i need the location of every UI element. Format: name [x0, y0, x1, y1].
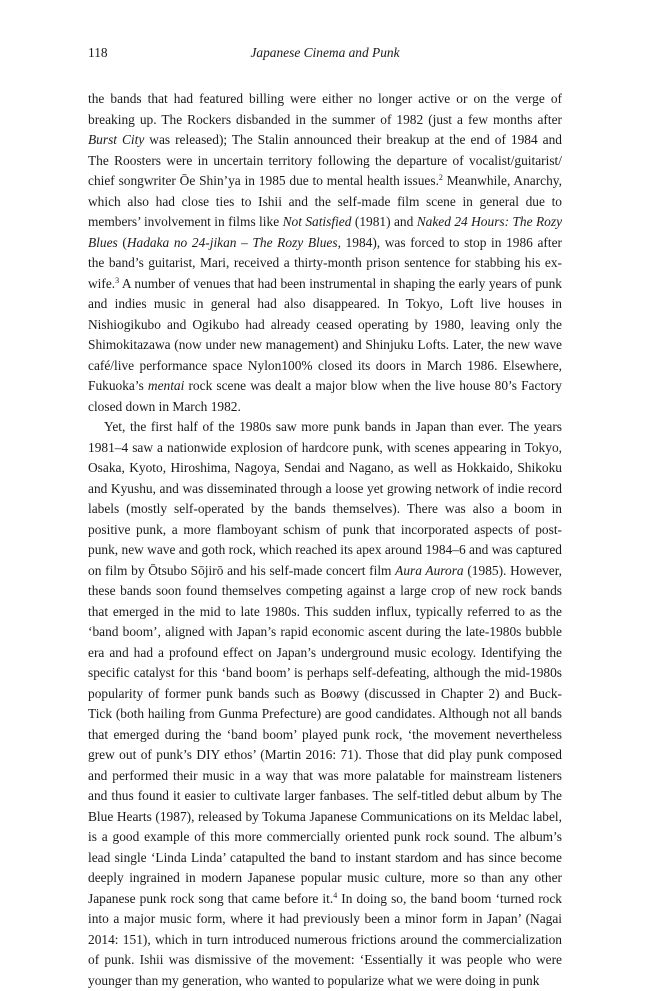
text-run: (1981) and — [351, 214, 417, 229]
text-run: A number of venues that had been instrumental in shaping the early years of punk and indies music in general had also disappeared. In Tokyo, Loft live houses in Nishiogikubo and Ogikubo had already ceased operating by 1980, leaving only the Shimokitazawa (now under new management) and Shinjuku Lofts. Later, the new wave café/live performance space Nylon100% closed its doors in March 1986. Elsewhere, Fukuoka’s — [88, 275, 562, 393]
page-number: 118 — [88, 45, 108, 60]
italic-title: Hadaka no 24-jikan – The Rozy Blues — [126, 234, 338, 250]
paragraph — [88, 89, 562, 417]
footnote-ref: 2 — [438, 173, 443, 182]
italic-title: Not Satisfied — [282, 214, 352, 229]
italic-title: Burst City — [88, 132, 145, 147]
text-run: In doing so, the band boom ‘turned rock into a major music form, where it had previously been a minor form in Japan’ (Nagai 2014: 151), which in turn introduced numerous frictions around the commercialization of punk. Ishii was dismissive of the movement: ‘Essentially it was people who were younger than my generation, who wanted to popularize what we were doing in punk — [88, 890, 562, 988]
footnote-ref: 3 — [115, 275, 120, 285]
text-run: (1985). However, these bands soon found themselves competing against a large crop of new rock bands that emerged in the mid to late 1980s. This sudden influx, typically referred to as the ‘band boom’, aligned with Japan’s rapid economic ascent during the late-1980s bubble era and had a profound effect on Japan’s underground music ecology. Identifying the specific catalyst for this ‘band boom’ is perhaps self-defeating, although the mid-1980s popularity of former punk bands such as Boøwy (discussed in Chapter 2) and Buck-Tick (both hailing from Gunma Prefecture) are good candidates. Although not all bands that emerged during the ‘band boom’ played punk rock, ‘the movement nevertheless grew out of punk’s DIY ethos’ (Martin 2016: 71). Those that did play punk composed and performed their music in a way that was more palatable for mainstream listeners and thus found it easier to cultivate larger fanbases. The self-titled debut album by The Blue Hearts (1987), released by Tokuma Japanese Communications on its Meldac label, is a good example of this more commercially oriented punk rock sound. The album’s lead single ‘Linda Linda’ catapulted the band to instant stardom and has since become deeply ingrained in modern Japanese popular music culture, more so than any other Japanese punk rock song that came before it. — [88, 562, 562, 906]
footnote-ref: 4 — [333, 890, 338, 900]
body-text — [88, 89, 562, 991]
text-run: Yet, the first half of the 1980s saw more punk bands in Japan than ever. The years 1981–4 saw a nationwide explosion of hardcore punk, with scenes appearing in Tokyo, Osaka, Kyoto, Hiroshima, Nagoya, Sendai and Nagano, as well as Hokkaido, Shikoku and Kyushu, and was disseminated through a loose yet growing network of indie record labels (mostly self-operated by the bands themselves). There was also a boom in positive punk, a more flamboyant schism of punk that incorporated aspects of post-punk, new wave and goth rock, which reached its apex around 1984–6 and was captured on film by Ōtsubo Sōjirō and his self-made concert film — [88, 419, 562, 578]
text-run: ( — [117, 234, 127, 250]
text-run: rock scene was dealt a major blow when the live house 80’s Factory closed down in March 1982. — [88, 378, 562, 414]
italic-title: Naked 24 Hours: The Rozy Blues — [88, 214, 563, 250]
text-run: , 1984), was forced to stop in 1986 after the band’s guitarist, Mari, received a thirty-month prison sentence for stabbing his ex-wife. — [88, 234, 563, 291]
page-header — [88, 44, 562, 62]
text-run: was released); The Stalin announced their breakup at the end of 1984 and The Roosters were in uncertain territory following the departure of vocalist/guitarist/ chief songwriter Ōe Shin’ya in 1985 due to mental health issues. — [88, 132, 562, 188]
italic-title: Aura Aurora — [395, 562, 464, 578]
text-run: the bands that had featured billing were either no longer active or on the verge of breaking up. The Rockers disbanded in the summer of 1982 (just a few months after — [88, 91, 562, 127]
text-run: Meanwhile, Anarchy, which also had close ties to Ishii and the self-made film scene in general due to members’ involvement in films like — [88, 173, 562, 229]
running-head: Japanese Cinema and Punk — [250, 45, 400, 60]
italic-title: mentai — [147, 378, 185, 393]
paragraph — [88, 417, 562, 991]
